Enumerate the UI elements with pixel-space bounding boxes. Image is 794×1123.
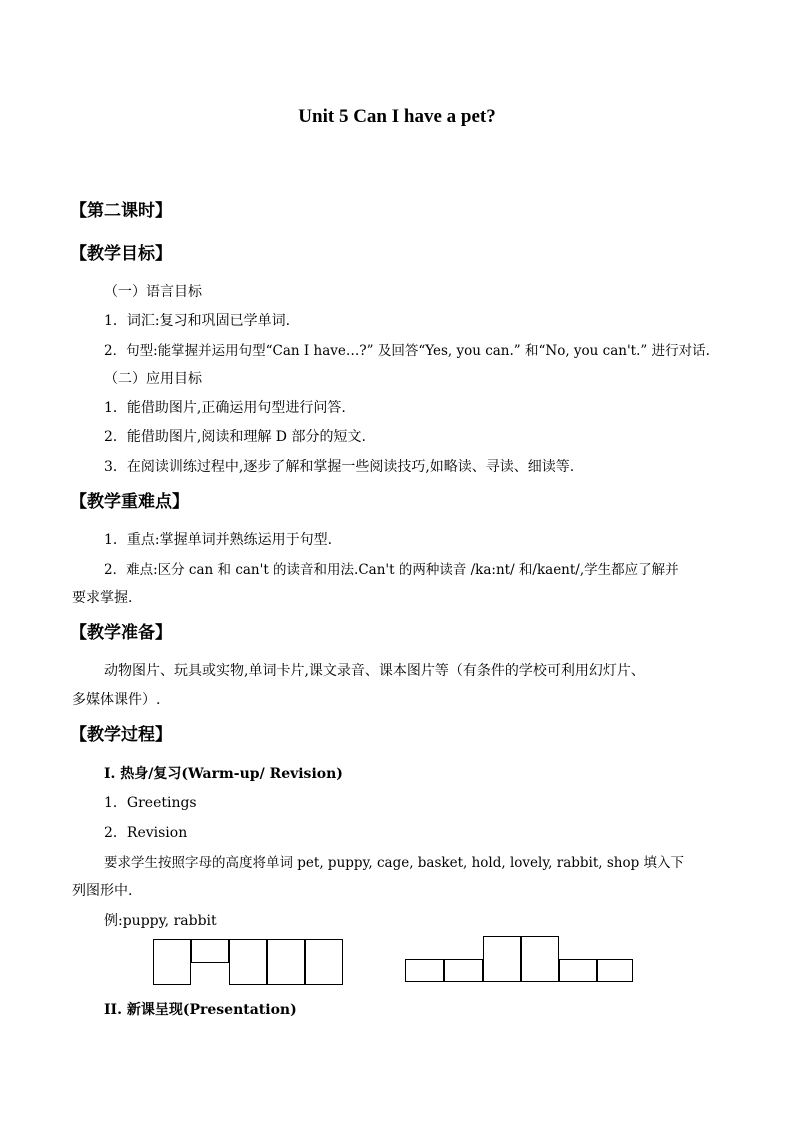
letter-box (483, 936, 521, 982)
key-point-item: 2．难点:区分 can 和 can't 的读音和用法.Can't 的两种读音 /ka:nt/ 和/kaent/,学生都应了解并 (104, 562, 679, 578)
letter-box (191, 939, 229, 963)
example-label: 例:puppy, rabbit (104, 913, 217, 929)
language-objective-title: （一）语言目标 (104, 284, 202, 300)
key-point-continuation: 要求掌握. (72, 590, 133, 606)
objective-item: 1．词汇:复习和巩固已学单词. (104, 313, 291, 329)
process-heading: 【教学过程】 (70, 725, 172, 745)
key-points-heading: 【教学重难点】 (70, 492, 189, 512)
process-item: 1．Greetings (104, 795, 197, 811)
preparation-text: 多媒体课件）. (72, 692, 161, 708)
letter-box (305, 939, 343, 985)
preparation-text: 动物图片、玩具或实物,单词卡片,课文录音、课本图片等（有条件的学校可利用幻灯片、 (104, 663, 645, 679)
presentation-step-title: II. 新课呈现(Presentation) (104, 1002, 297, 1018)
objective-item: 1．能借助图片,正确运用句型进行问答. (104, 400, 346, 416)
process-item: 2．Revision (104, 825, 188, 841)
objective-item: 2．句型:能掌握并运用句型“Can I have…?” 及回答“Yes, you can.” 和“No, you can't.” 进行对话. (104, 343, 710, 359)
warmup-step-title: I. 热身/复习(Warm-up/ Revision) (104, 766, 343, 782)
letter-box (521, 936, 559, 982)
task-instruction: 列图形中. (72, 883, 133, 899)
objective-item: 2．能借助图片,阅读和理解 D 部分的短文. (104, 429, 366, 445)
preparation-heading: 【教学准备】 (70, 623, 172, 643)
page-title: Unit 5 Can I have a pet? (298, 106, 496, 127)
key-point-item: 1．重点:掌握单词并熟练运用于句型. (104, 532, 333, 548)
task-instruction: 要求学生按照字母的高度将单词 pet, puppy, cage, basket, hold, lovely, rabbit, shop 填入下 (104, 855, 685, 871)
objective-item: 3．在阅读训练过程中,逐步了解和掌握一些阅读技巧,如略读、寻读、细读等. (104, 459, 575, 475)
objectives-heading: 【教学目标】 (70, 244, 172, 264)
letter-box (559, 959, 597, 982)
application-objective-title: （二）应用目标 (104, 371, 202, 387)
period-heading: 【第二课时】 (70, 201, 172, 221)
letter-box (597, 959, 633, 982)
letter-box (405, 959, 444, 982)
letter-box (229, 939, 267, 985)
letter-box (267, 939, 305, 985)
letter-box (153, 939, 191, 985)
letter-box (444, 959, 483, 982)
